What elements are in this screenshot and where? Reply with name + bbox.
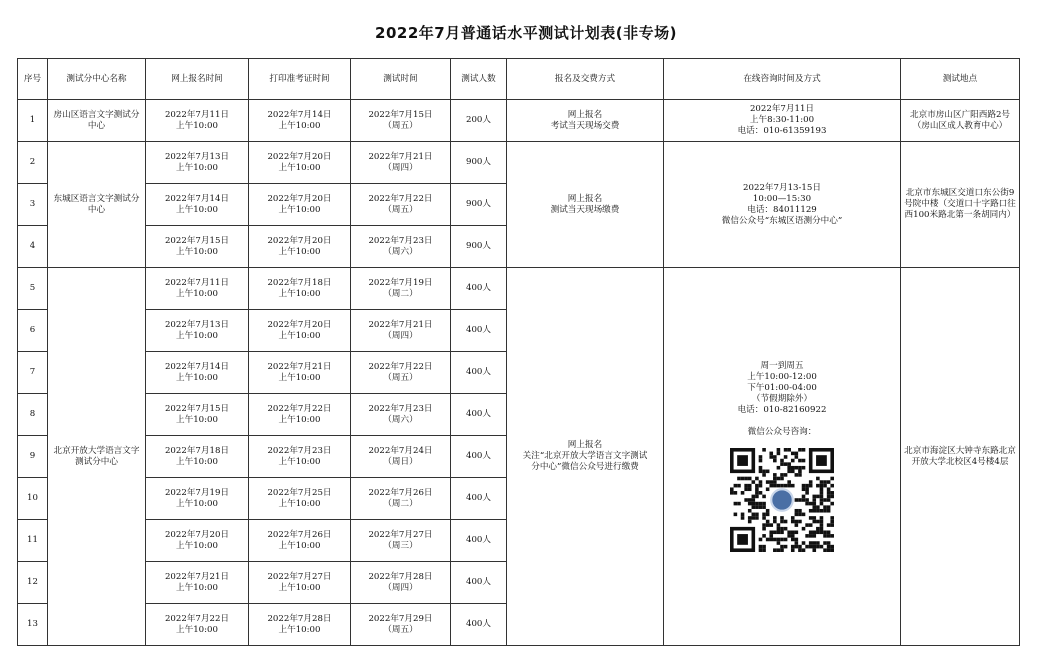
registration-time [146, 436, 249, 478]
test-count [451, 352, 507, 394]
registration-date: 2022年7月14日 [164, 193, 230, 204]
registration-time [146, 352, 249, 394]
registration-clock: 上午10:00 [176, 162, 218, 173]
table-row [18, 268, 1020, 310]
registration-time [146, 142, 249, 184]
registration-date: 2022年7月14日 [164, 361, 230, 372]
header-consult: 在线咨询时间及方式 [664, 59, 901, 100]
print-clock: 上午10:00 [278, 540, 321, 551]
test-date: 2022年7月23日 [368, 403, 433, 414]
row-number [18, 478, 48, 520]
test-count-text: 400人 [466, 325, 491, 335]
test-date: 2022年7月21日 [368, 151, 433, 162]
registration-date: 2022年7月11日 [164, 277, 230, 288]
test-location [901, 142, 1020, 268]
print-date: 2022年7月20日 [267, 235, 332, 246]
print-date: 2022年7月27日 [267, 571, 332, 582]
test-date: 2022年7月22日 [368, 193, 433, 204]
payment-line: 测试当天现场缴费 [550, 204, 620, 215]
registration-time [146, 394, 249, 436]
print-date: 2022年7月14日 [267, 109, 332, 120]
print-date: 2022年7月20日 [267, 319, 332, 330]
test-count [451, 268, 507, 310]
test-count [451, 562, 507, 604]
row-number-text: 2 [29, 157, 36, 167]
registration-clock: 上午10:00 [176, 120, 218, 131]
payment-line: 网上报名 [567, 440, 603, 450]
row-number [18, 394, 48, 436]
registration-time [146, 268, 249, 310]
test-location [901, 100, 1020, 142]
print-date: 2022年7月20日 [267, 193, 332, 204]
registration-date: 2022年7月13日 [164, 319, 230, 330]
print-ticket-time [249, 310, 351, 352]
row-number [18, 184, 48, 226]
print-clock: 上午10:00 [278, 582, 321, 593]
payment-method [507, 268, 664, 646]
registration-time [146, 310, 249, 352]
print-clock: 上午10:00 [278, 624, 321, 635]
test-date: 2022年7月24日 [368, 445, 433, 456]
table-body [18, 100, 1020, 646]
row-number-text: 9 [29, 451, 36, 461]
registration-clock: 上午10:00 [176, 204, 218, 215]
print-clock: 上午10:00 [278, 204, 321, 215]
row-number [18, 520, 48, 562]
row-number-text: 7 [29, 367, 36, 377]
payment-line: 分中心”微信公众号进行缴费 [531, 462, 639, 472]
page-title: 2022年7月普通话水平测试计划表(非专场) [375, 24, 677, 42]
row-number-text: 4 [29, 241, 36, 251]
test-count [451, 100, 507, 142]
payment-line: 网上报名 [567, 109, 603, 120]
registration-date: 2022年7月18日 [164, 445, 230, 456]
print-clock: 上午10:00 [278, 498, 321, 509]
consult-line: 周一到周五 [760, 361, 804, 371]
test-date: 2022年7月26日 [368, 487, 433, 498]
test-time [351, 184, 451, 226]
test-weekday: （周日） [383, 456, 418, 467]
header-test-count: 测试人数 [451, 59, 507, 100]
print-clock: 上午10:00 [278, 330, 321, 341]
row-number-text: 10 [27, 493, 38, 503]
test-weekday: （周二） [383, 498, 418, 509]
print-ticket-time [249, 268, 351, 310]
print-ticket-time [249, 520, 351, 562]
payment-line: 网上报名 [567, 193, 603, 204]
row-number [18, 604, 48, 646]
center-name-text: 东城区语言文字测试分中心 [53, 193, 140, 215]
registration-clock: 上午10:00 [176, 624, 218, 635]
payment-method [507, 142, 664, 268]
consult-line [666, 416, 898, 427]
consult-line: 上午8:30-11:00 [749, 115, 815, 125]
row-number-text: 3 [29, 199, 36, 209]
print-ticket-time [249, 478, 351, 520]
registration-time [146, 604, 249, 646]
payment-method [507, 100, 664, 142]
registration-date: 2022年7月21日 [164, 571, 230, 582]
registration-clock: 上午10:00 [176, 498, 218, 509]
registration-time [146, 478, 249, 520]
header-no: 序号 [18, 59, 48, 100]
row-number [18, 352, 48, 394]
print-clock: 上午10:00 [278, 414, 321, 425]
print-date: 2022年7月28日 [267, 613, 332, 624]
row-number [18, 100, 48, 142]
consult-info [664, 142, 901, 268]
row-number [18, 268, 48, 310]
test-date: 2022年7月29日 [368, 613, 433, 624]
print-date: 2022年7月23日 [267, 445, 332, 456]
test-weekday: （周六） [383, 246, 418, 257]
registration-date: 2022年7月22日 [164, 613, 230, 624]
registration-date: 2022年7月19日 [164, 487, 230, 498]
test-weekday: （周五） [383, 120, 418, 131]
location-text: 北京市房山区广阳西路2号（房山区成人教育中心） [910, 109, 1010, 131]
print-clock: 上午10:00 [278, 162, 321, 173]
test-count [451, 436, 507, 478]
test-location [901, 268, 1020, 646]
consult-line: 电话：010-61359193 [737, 126, 827, 136]
test-time [351, 520, 451, 562]
registration-date: 2022年7月15日 [164, 235, 230, 246]
test-time [351, 604, 451, 646]
location-text: 北京市东城区交道口东公街9号院中楼（交道口十字路口往西100米路北第一条胡同内） [904, 188, 1016, 220]
center-name [48, 100, 146, 142]
test-count-text: 400人 [466, 493, 491, 503]
location-text: 北京市海淀区大钟寺东路北京开放大学北校区4号楼4层 [904, 445, 1016, 467]
test-count-text: 400人 [466, 409, 491, 419]
center-name [48, 268, 146, 646]
test-count [451, 520, 507, 562]
print-clock: 上午10:00 [278, 372, 321, 383]
print-date: 2022年7月20日 [267, 151, 332, 162]
schedule-table [17, 58, 1020, 646]
row-number-text: 6 [29, 325, 36, 335]
test-date: 2022年7月19日 [368, 277, 433, 288]
print-ticket-time [249, 226, 351, 268]
print-ticket-time [249, 352, 351, 394]
registration-date: 2022年7月13日 [164, 151, 230, 162]
print-ticket-time [249, 184, 351, 226]
row-number [18, 142, 48, 184]
header-row [18, 59, 1020, 100]
consult-line: 电话：84011129 [747, 204, 817, 215]
test-weekday: （周五） [383, 204, 418, 215]
test-time [351, 436, 451, 478]
consult-info [664, 100, 901, 142]
test-count-text: 400人 [466, 283, 491, 293]
consult-line: 微信公众号咨询： [747, 427, 817, 437]
registration-clock: 上午10:00 [176, 288, 218, 299]
registration-clock: 上午10:00 [176, 246, 218, 257]
registration-clock: 上午10:00 [176, 582, 218, 593]
test-time [351, 478, 451, 520]
consult-line: 2022年7月13-15日 [743, 182, 821, 193]
test-time [351, 352, 451, 394]
test-count-text: 400人 [466, 577, 491, 587]
test-weekday: （周四） [383, 162, 418, 173]
consult-info [664, 268, 901, 646]
print-clock: 上午10:00 [278, 288, 321, 299]
consult-line: 上午10:00-12:00 [747, 372, 817, 382]
registration-time [146, 562, 249, 604]
registration-time [146, 184, 249, 226]
test-date: 2022年7月27日 [368, 529, 433, 540]
test-date: 2022年7月22日 [368, 361, 433, 372]
print-date: 2022年7月25日 [267, 487, 332, 498]
print-clock: 上午10:00 [278, 246, 321, 257]
center-name-text: 房山区语言文字测试分中心 [53, 109, 140, 131]
print-ticket-time [249, 562, 351, 604]
test-count [451, 226, 507, 268]
test-count [451, 394, 507, 436]
test-weekday: （周二） [383, 288, 418, 299]
consult-line: 10:00—15:30 [752, 193, 812, 204]
table-row [18, 142, 1020, 184]
test-date: 2022年7月23日 [368, 235, 433, 246]
row-number [18, 226, 48, 268]
test-time [351, 142, 451, 184]
test-count [451, 478, 507, 520]
test-weekday: （周三） [383, 540, 418, 551]
test-count-text: 200人 [466, 115, 491, 125]
header-payment-method: 报名及交费方式 [507, 59, 664, 100]
row-number [18, 436, 48, 478]
test-count-text: 900人 [466, 199, 491, 209]
registration-clock: 上午10:00 [176, 414, 218, 425]
registration-date: 2022年7月15日 [164, 403, 230, 414]
test-count [451, 184, 507, 226]
test-time [351, 394, 451, 436]
test-weekday: （周五） [383, 624, 418, 635]
test-count-text: 900人 [466, 157, 491, 167]
row-number-text: 8 [29, 409, 36, 419]
test-count-text: 900人 [466, 241, 491, 251]
consult-line: （节假期除外） [751, 394, 813, 404]
print-clock: 上午10:00 [278, 456, 321, 467]
print-ticket-time [249, 604, 351, 646]
registration-date: 2022年7月20日 [164, 529, 230, 540]
row-number-text: 13 [27, 619, 38, 629]
registration-date: 2022年7月11日 [164, 109, 230, 120]
header-registration-time: 网上报名时间 [146, 59, 249, 100]
print-date: 2022年7月21日 [267, 361, 332, 372]
consult-line: 微信公众号“东城区语测分中心” [721, 215, 843, 226]
test-date: 2022年7月15日 [368, 109, 433, 120]
test-time [351, 100, 451, 142]
header-test-time: 测试时间 [351, 59, 451, 100]
header-print-ticket-time: 打印准考证时间 [249, 59, 351, 100]
registration-time [146, 520, 249, 562]
test-time [351, 562, 451, 604]
registration-clock: 上午10:00 [176, 456, 218, 467]
table-row [18, 100, 1020, 142]
test-count-text: 400人 [466, 451, 491, 461]
row-number-text: 5 [29, 283, 36, 293]
print-ticket-time [249, 436, 351, 478]
test-count-text: 400人 [466, 367, 491, 377]
test-count-text: 400人 [466, 619, 491, 629]
test-count [451, 310, 507, 352]
test-time [351, 226, 451, 268]
test-date: 2022年7月21日 [368, 319, 433, 330]
registration-clock: 上午10:00 [176, 540, 218, 551]
header-center: 测试分中心名称 [48, 59, 146, 100]
consult-line: 2022年7月11日 [749, 104, 815, 114]
row-number [18, 562, 48, 604]
test-count [451, 142, 507, 184]
test-time [351, 268, 451, 310]
row-number [18, 310, 48, 352]
row-number-text: 11 [27, 535, 38, 545]
test-count-text: 400人 [466, 535, 491, 545]
print-date: 2022年7月22日 [267, 403, 332, 414]
center-name-text: 北京开放大学语言文字测试分中心 [53, 445, 140, 467]
print-ticket-time [249, 100, 351, 142]
row-number-text: 12 [27, 577, 38, 587]
registration-time [146, 100, 249, 142]
consult-line: 电话：010-82160922 [737, 405, 827, 415]
test-count [451, 604, 507, 646]
test-weekday: （周四） [383, 330, 418, 341]
test-weekday: （周五） [383, 372, 418, 383]
test-date: 2022年7月28日 [368, 571, 433, 582]
print-date: 2022年7月18日 [267, 277, 332, 288]
registration-time [146, 226, 249, 268]
registration-clock: 上午10:00 [176, 372, 218, 383]
center-name [48, 142, 146, 268]
print-ticket-time [249, 142, 351, 184]
test-time [351, 310, 451, 352]
registration-clock: 上午10:00 [176, 330, 218, 341]
consult-line: 下午01:00-04:00 [747, 383, 817, 393]
row-number-text: 1 [29, 115, 36, 125]
print-ticket-time [249, 394, 351, 436]
test-weekday: （周六） [383, 414, 418, 425]
qr-code-icon [730, 448, 834, 552]
test-weekday: （周四） [383, 582, 418, 593]
header-location: 测试地点 [901, 59, 1020, 100]
print-date: 2022年7月26日 [267, 529, 332, 540]
payment-line: 考试当天现场交费 [550, 120, 620, 131]
print-clock: 上午10:00 [278, 120, 321, 131]
payment-line: 关注“北京开放大学语言文字测试 [522, 451, 648, 461]
